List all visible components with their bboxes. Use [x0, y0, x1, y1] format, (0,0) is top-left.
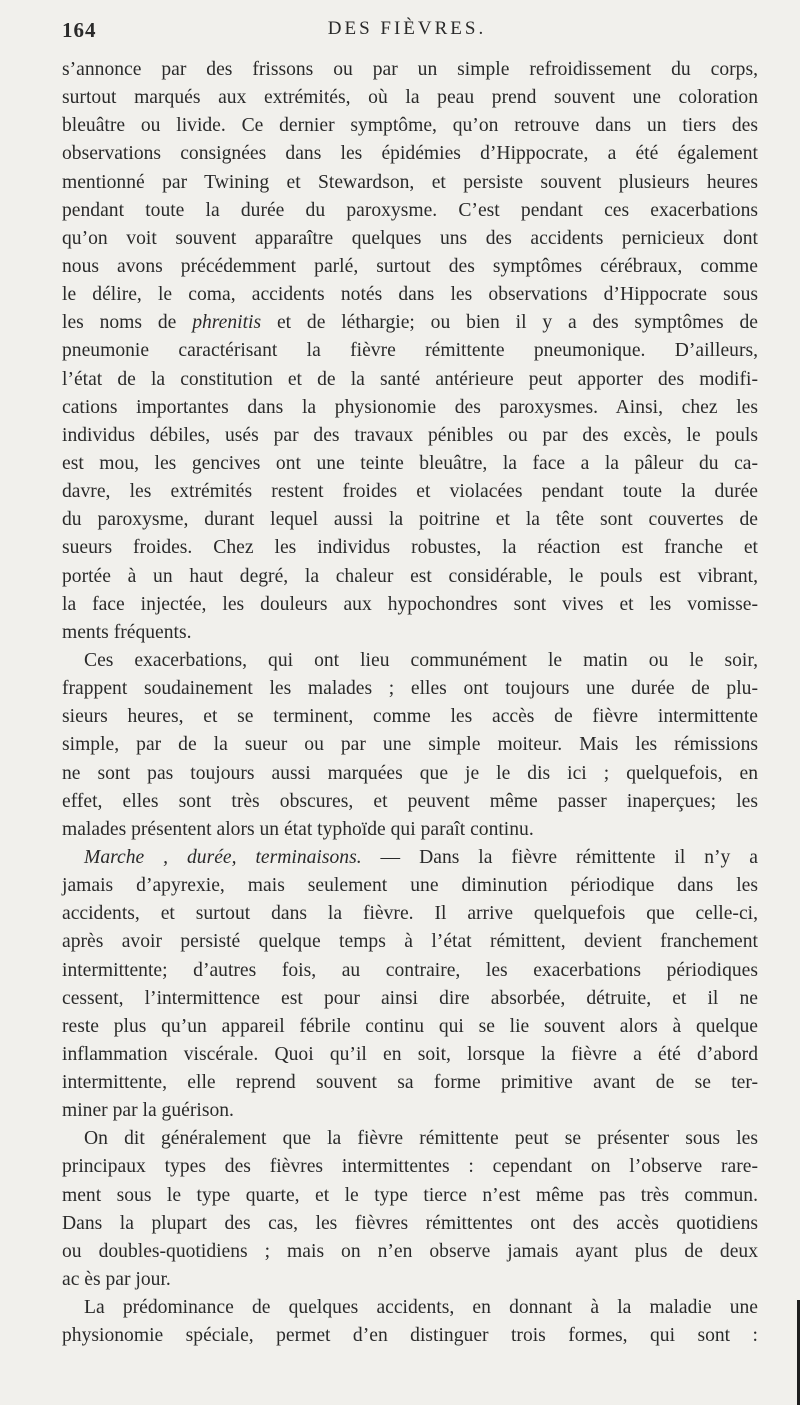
line-text: bleuâtre ou livide. Ce dernier symptôme, qu’on retrouve dans un tiers des: [62, 115, 758, 137]
text-line: [62, 760, 758, 788]
text-line: [62, 788, 758, 816]
line-text: ment sous le type quarte, et le type tierce n’est même pas très commun.: [62, 1184, 758, 1206]
line-text: individus débiles, usés par des travaux pénibles ou par des excès, le pouls: [62, 424, 758, 446]
line-text: est mou, les gencives ont une teinte bleuâtre, la face a la pâleur du ca-: [62, 452, 758, 474]
line-text: Ces exacerbations, qui ont lieu communément le matin ou le soir,: [84, 649, 758, 671]
text-line: [62, 1013, 758, 1041]
text-line: [62, 675, 758, 703]
line-text: principaux types des fièvres intermittentes : cependant on l’observe rare-: [62, 1156, 758, 1178]
text-line: [62, 872, 758, 900]
line-text: s’annonce par des frissons ou par un simple refroidissement du corps,: [62, 59, 758, 80]
page-header: [62, 18, 752, 54]
line-text: cessent, l’intermittence est pour ainsi dire absorbée, détruite, et il ne: [62, 987, 758, 1009]
text-line: [62, 337, 758, 365]
line-text: la face injectée, les douleurs aux hypochondres sont vives et les vomisse-: [62, 593, 758, 615]
text-line: [62, 450, 758, 478]
line-text: qu’on voit souvent apparaître quelques uns des accidents pernicieux dont: [62, 227, 758, 249]
line-text: intermittente, elle reprend souvent sa forme primitive avant de se ter-: [62, 1072, 758, 1094]
line-text: frappent soudainement les malades ; elles ont toujours une durée de plu-: [62, 678, 758, 700]
text-line: [62, 844, 758, 872]
body-text: [62, 56, 758, 1350]
line-text: et de léthargie; ou bien il y a des symptômes de: [261, 312, 758, 334]
text-line: [62, 816, 758, 844]
text-line: [62, 900, 758, 928]
text-line: [62, 281, 758, 309]
text-line: [62, 169, 758, 197]
line-text: sieurs heures, et se terminent, comme les accès de fièvre intermittente: [62, 706, 758, 728]
text-line: [62, 1322, 758, 1350]
text-line: [62, 1069, 758, 1097]
text-line: [62, 1294, 758, 1322]
line-text: davre, les extrémités restent froides et violacées pendant toute la durée: [62, 481, 758, 503]
text-line: [62, 534, 758, 562]
text-line: [62, 703, 758, 731]
text-line: [62, 1210, 758, 1238]
text-line: [62, 309, 758, 337]
text-line: [62, 140, 758, 168]
text-line: [62, 197, 758, 225]
line-text: l’état de la constitution et de la santé antérieure peut apporter des modifi-: [62, 368, 758, 390]
text-line: [62, 563, 758, 591]
line-text: accidents, et surtout dans la fièvre. Il arrive quelquefois que celle-ci,: [62, 903, 758, 925]
text-line: [62, 112, 758, 140]
text-line: [62, 591, 758, 619]
text-line: [62, 1125, 758, 1153]
italic-text: phrenitis: [192, 312, 262, 334]
text-line: [62, 394, 758, 422]
text-line: [62, 478, 758, 506]
line-text: surtout marqués aux extrémités, où la peau prend souvent une coloration: [62, 87, 758, 109]
line-text: reste plus qu’un appareil fébrile continu qui se lie souvent alors à quelque: [62, 1015, 758, 1037]
line-text: On dit généralement que la fièvre rémittente peut se présenter sous les: [84, 1128, 758, 1150]
line-text: inflammation viscérale. Quoi qu’il en soit, lorsque la fièvre a été d’abord: [62, 1043, 758, 1065]
text-line: [62, 731, 758, 759]
line-text: sueurs froides. Chez les individus robustes, la réaction est franche et: [62, 537, 758, 559]
line-text: simple, par de la sueur ou par une simple moiteur. Mais les rémissions: [62, 734, 758, 756]
line-text: ne sont pas toujours aussi marquées que je le dis ici ; quelquefois, en: [62, 762, 758, 784]
text-line: [62, 1182, 758, 1210]
line-text: physionomie spéciale, permet d’en distinguer trois formes, qui sont :: [62, 1325, 758, 1347]
text-line: [62, 366, 758, 394]
line-text: ou doubles-quotidiens ; mais on n’en observe jamais ayant plus de deux: [62, 1240, 758, 1262]
text-line: [62, 84, 758, 112]
line-text: pendant toute la durée du paroxysme. C’est pendant ces exacerbations: [62, 199, 758, 221]
line-text: intermittente; d’autres fois, au contraire, les exacerbations périodiques: [62, 959, 758, 981]
text-line: [62, 619, 758, 647]
line-text: ments fréquents.: [62, 621, 192, 643]
line-text: observations consignées dans les épidémies d’Hippocrate, a été également: [62, 143, 758, 165]
line-text: pneumonie caractérisant la fièvre rémittente pneumonique. D’ailleurs,: [62, 340, 758, 362]
text-line: [62, 253, 758, 281]
text-line: [62, 928, 758, 956]
line-text: La prédominance de quelques accidents, en donnant à la maladie une: [84, 1297, 758, 1319]
text-line: [62, 1097, 758, 1125]
line-text: les noms de: [62, 312, 193, 334]
line-text: nous avons précédemment parlé, surtout des symptômes cérébraux, comme: [62, 255, 758, 277]
line-text: portée à un haut degré, la chaleur est considérable, le pouls est vibrant,: [62, 565, 758, 587]
line-text: après avoir persisté quelque temps à l’état rémittent, devient franchement: [62, 931, 758, 953]
text-line: [62, 506, 758, 534]
text-line: [62, 225, 758, 253]
line-text: miner par la guérison.: [62, 1100, 234, 1122]
text-line: [62, 1153, 758, 1181]
text-line: [62, 1041, 758, 1069]
line-text: — Dans la fièvre rémittente il n’y a: [361, 846, 758, 868]
line-text: ac ès par jour.: [62, 1269, 171, 1291]
page-number: 164: [62, 18, 97, 42]
text-line: [62, 422, 758, 450]
line-text: jamais d’apyrexie, mais seulement une diminution périodique dans les: [62, 875, 758, 897]
line-text: du paroxysme, durant lequel aussi la poitrine et la tête sont couvertes de: [62, 509, 758, 531]
line-text: le délire, le coma, accidents notés dans les observations d’Hippocrate sous: [62, 284, 758, 306]
italic-text: Marche , durée, terminaisons.: [84, 846, 362, 868]
line-text: cations importantes dans la physionomie des paroxysmes. Ainsi, chez les: [62, 396, 758, 418]
text-line: [62, 647, 758, 675]
line-text: malades présentent alors un état typhoïde qui paraît continu.: [62, 818, 534, 840]
text-line: [62, 957, 758, 985]
line-text: mentionné par Twining et Stewardson, et persiste souvent plusieurs heures: [62, 171, 758, 193]
text-line: [62, 985, 758, 1013]
text-line: [62, 56, 758, 84]
line-text: effet, elles sont très obscures, et peuvent même passer inaperçues; les: [62, 790, 758, 812]
text-line: [62, 1238, 758, 1266]
running-head: DES FIÈVRES.: [327, 18, 487, 39]
text-line: [62, 1266, 758, 1294]
line-text: Dans la plupart des cas, les fièvres rémittentes ont des accès quotidiens: [62, 1212, 758, 1234]
